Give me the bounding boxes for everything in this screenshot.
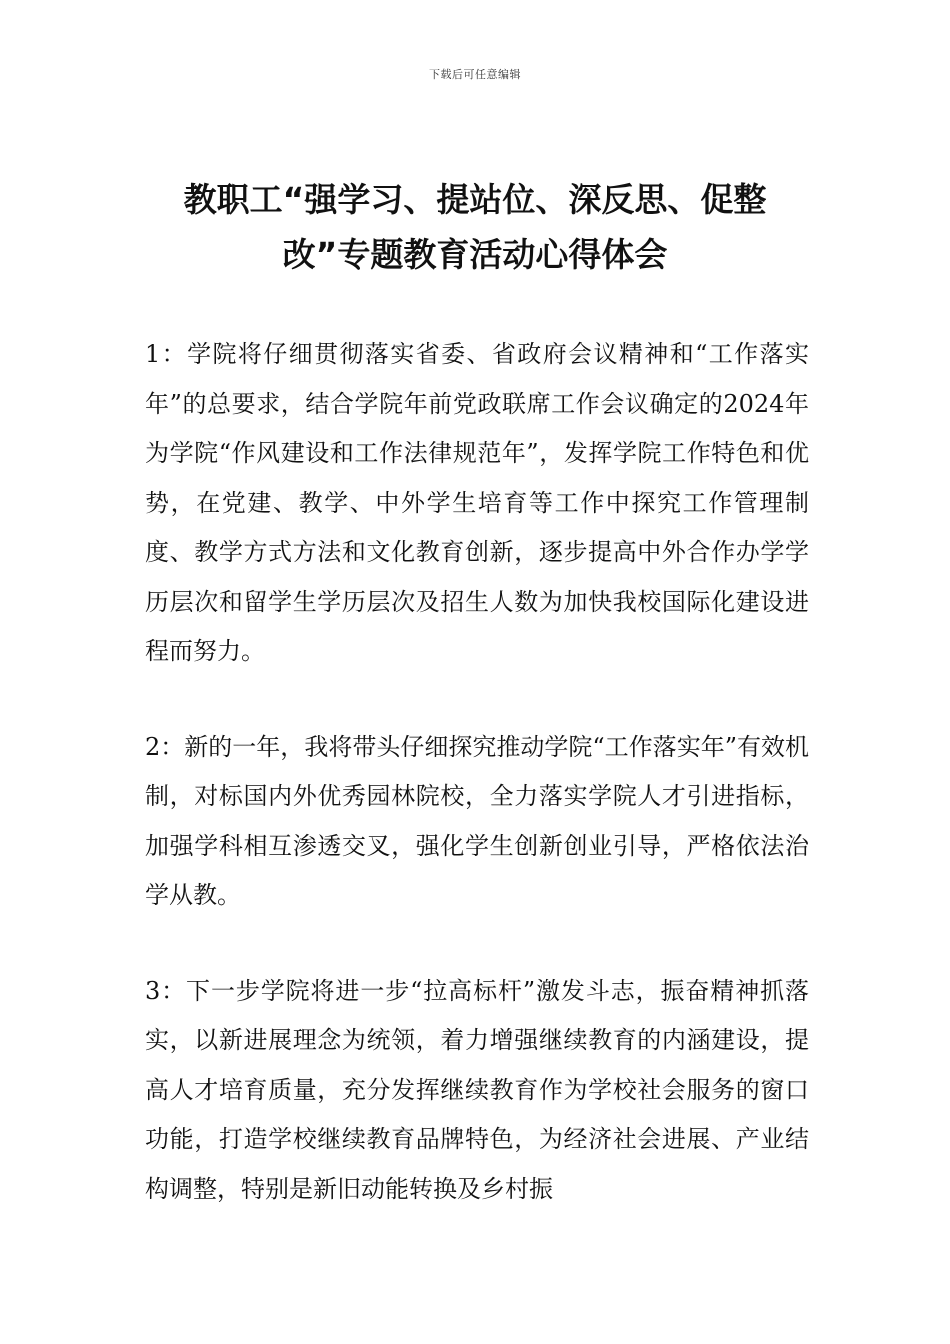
document-title: 教职工“强学习、提站位、深反思、促整改”专题教育活动心得体会 [183,180,767,274]
paragraph-1: 1：学院将仔细贯彻落实省委、省政府会议精神和“工作落实年”的总要求，结合学院年前党政联席工作会议确定的2024年为学院“作风建设和工作法律规范年”，发挥学院工作特色和优势，在党建、教学、中外学生培育等工作中探究工作管理制度、教学方式方法和文化教育创新，逐步提高中外合作办学学历层次和留学生学历层次及招生人数为加快我校国际化建设进程而努力。 [145,340,809,665]
paragraph-2: 2：新的一年，我将带头仔细探究推动学院“工作落实年”有效机制，对标国内外优秀园林院校，全力落实学院人才引进指标，加强学科相互渗透交叉，强化学生创新创业引导，严格依法治学从教。 [145,732,809,909]
header-note: 下载后可任意编辑 [429,68,521,81]
paragraph-3: 3：下一步学院将进一步“拉高标杆”激发斗志，振奋精神抓落实，以新进展理念为统领，着力增强继续教育的内涵建设，提高人才培育质量，充分发挥继续教育作为学校社会服务的窗口功能，打造学校继续教育品牌特色，为经济社会进展、产业结构调整，特别是新旧动能转换及乡村振 [145,976,809,1203]
document-body [145,330,809,1260]
